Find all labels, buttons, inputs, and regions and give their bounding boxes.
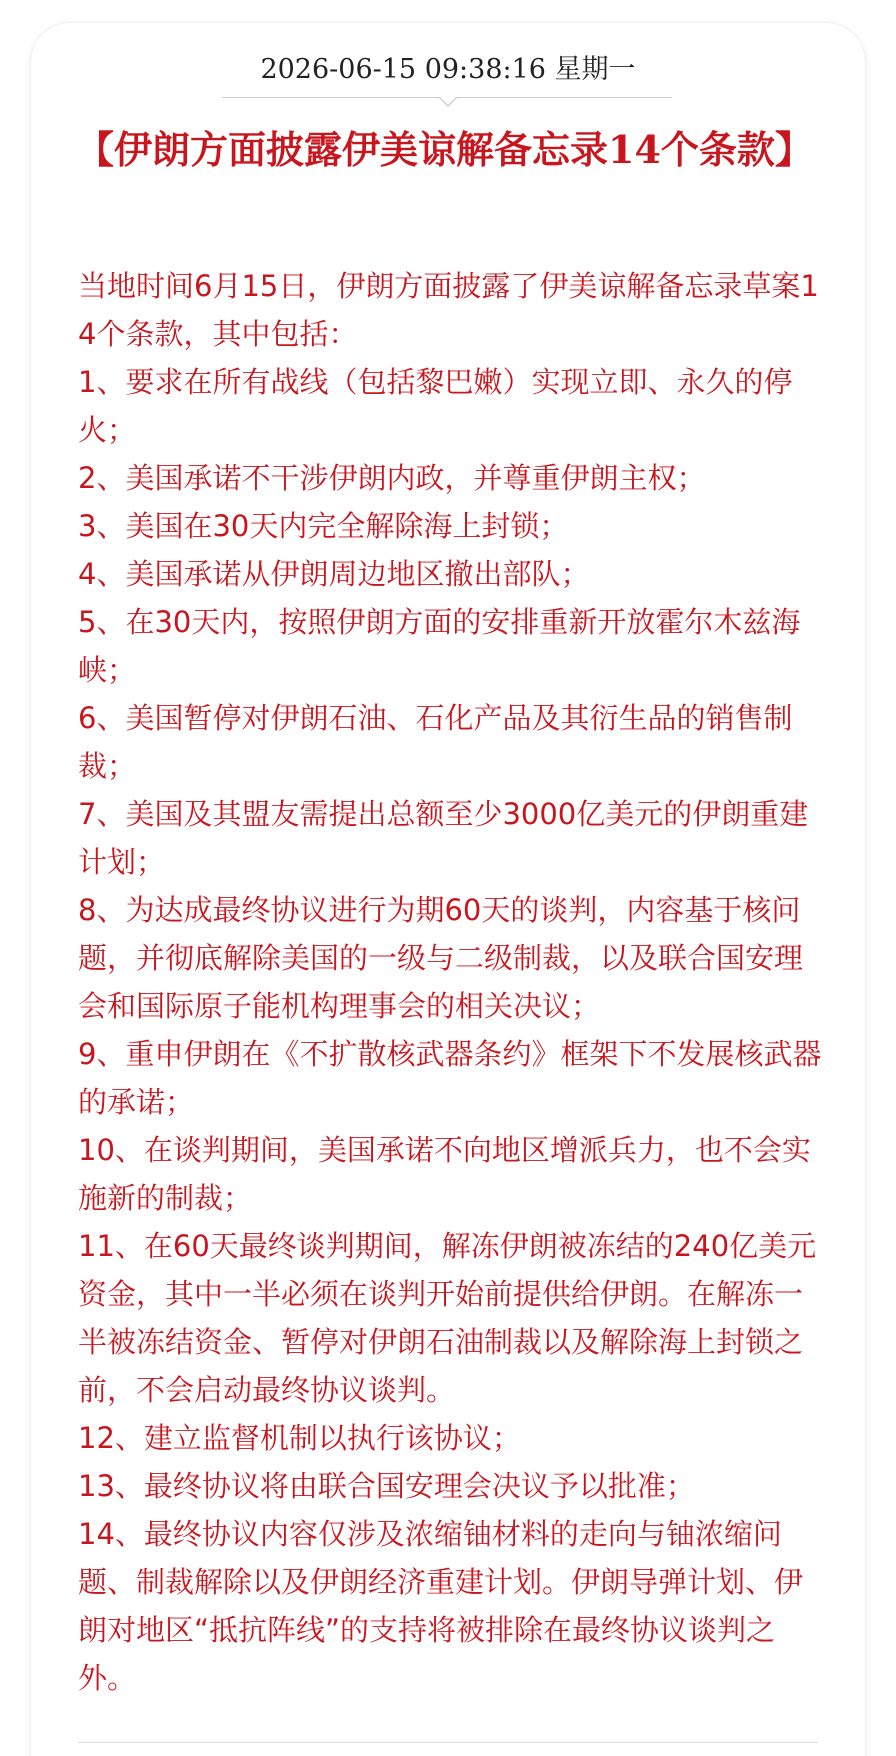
post-item-7: 7、美国及其盟友需提出总额至少3000亿美元的伊朗重建计划；	[78, 797, 809, 879]
post-item-1: 1、要求在所有战线（包括黎巴嫩）实现立即、永久的停火；	[78, 365, 793, 447]
post-headline: 【伊朗方面披露伊美谅解备忘录14个条款】	[76, 127, 813, 172]
bottom-divider	[78, 1742, 818, 1743]
post-item-10: 10、在谈判期间，美国承诺不向地区增派兵力，也不会实施新的制裁；	[78, 1133, 811, 1215]
post-body	[78, 262, 823, 1702]
post-item-2: 2、美国承诺不干涉伊朗内政，并尊重伊朗主权；	[78, 461, 706, 495]
post-datetime: 2026-06-15 09:38:16 星期一	[260, 54, 636, 85]
post-item-14: 14、最终协议内容仅涉及浓缩铀材料的走向与铀浓缩问题、制裁解除以及伊朗经济重建计划。伊朗导弹计划、伊朗对地区“抵抗阵线”的支持将被排除在最终协议谈判之外。	[78, 1517, 804, 1695]
post-item-11: 11、在60天最终谈判期间，解冻伊朗被冻结的240亿美元资金，其中一半必须在谈判开始前提供给伊朗。在解冻一半被冻结资金、暂停对伊朗石油制裁以及解除海上封锁之前，不会启动最终协议谈判。	[78, 1229, 817, 1407]
datetime-divider-notch-fill	[440, 97, 456, 105]
post-item-5: 5、在30天内，按照伊朗方面的安排重新开放霍尔木兹海峡；	[78, 605, 801, 687]
post-intro: 当地时间6月15日，伊朗方面披露了伊美谅解备忘录草案14个条款，其中包括：	[78, 269, 819, 351]
post-item-4: 4、美国承诺从伊朗周边地区撤出部队；	[78, 557, 590, 591]
post-item-8: 8、为达成最终协议进行为期60天的谈判，内容基于核问题，并彻底解除美国的一级与二级制裁，以及联合国安理会和国际原子能机构理事会的相关决议；	[78, 893, 804, 1023]
post-item-6: 6、美国暂停对伊朗石油、石化产品及其衍生品的销售制裁；	[78, 701, 793, 783]
post-item-13: 13、最终协议将由联合国安理会决议予以批准；	[78, 1469, 695, 1503]
post-item-3: 3、美国在30天内完全解除海上封锁；	[78, 509, 569, 543]
post-item-9: 9、重申伊朗在《不扩散核武器条约》框架下不发展核武器的承诺；	[78, 1037, 822, 1119]
post-item-12: 12、建立监督机制以执行该协议；	[78, 1421, 521, 1455]
